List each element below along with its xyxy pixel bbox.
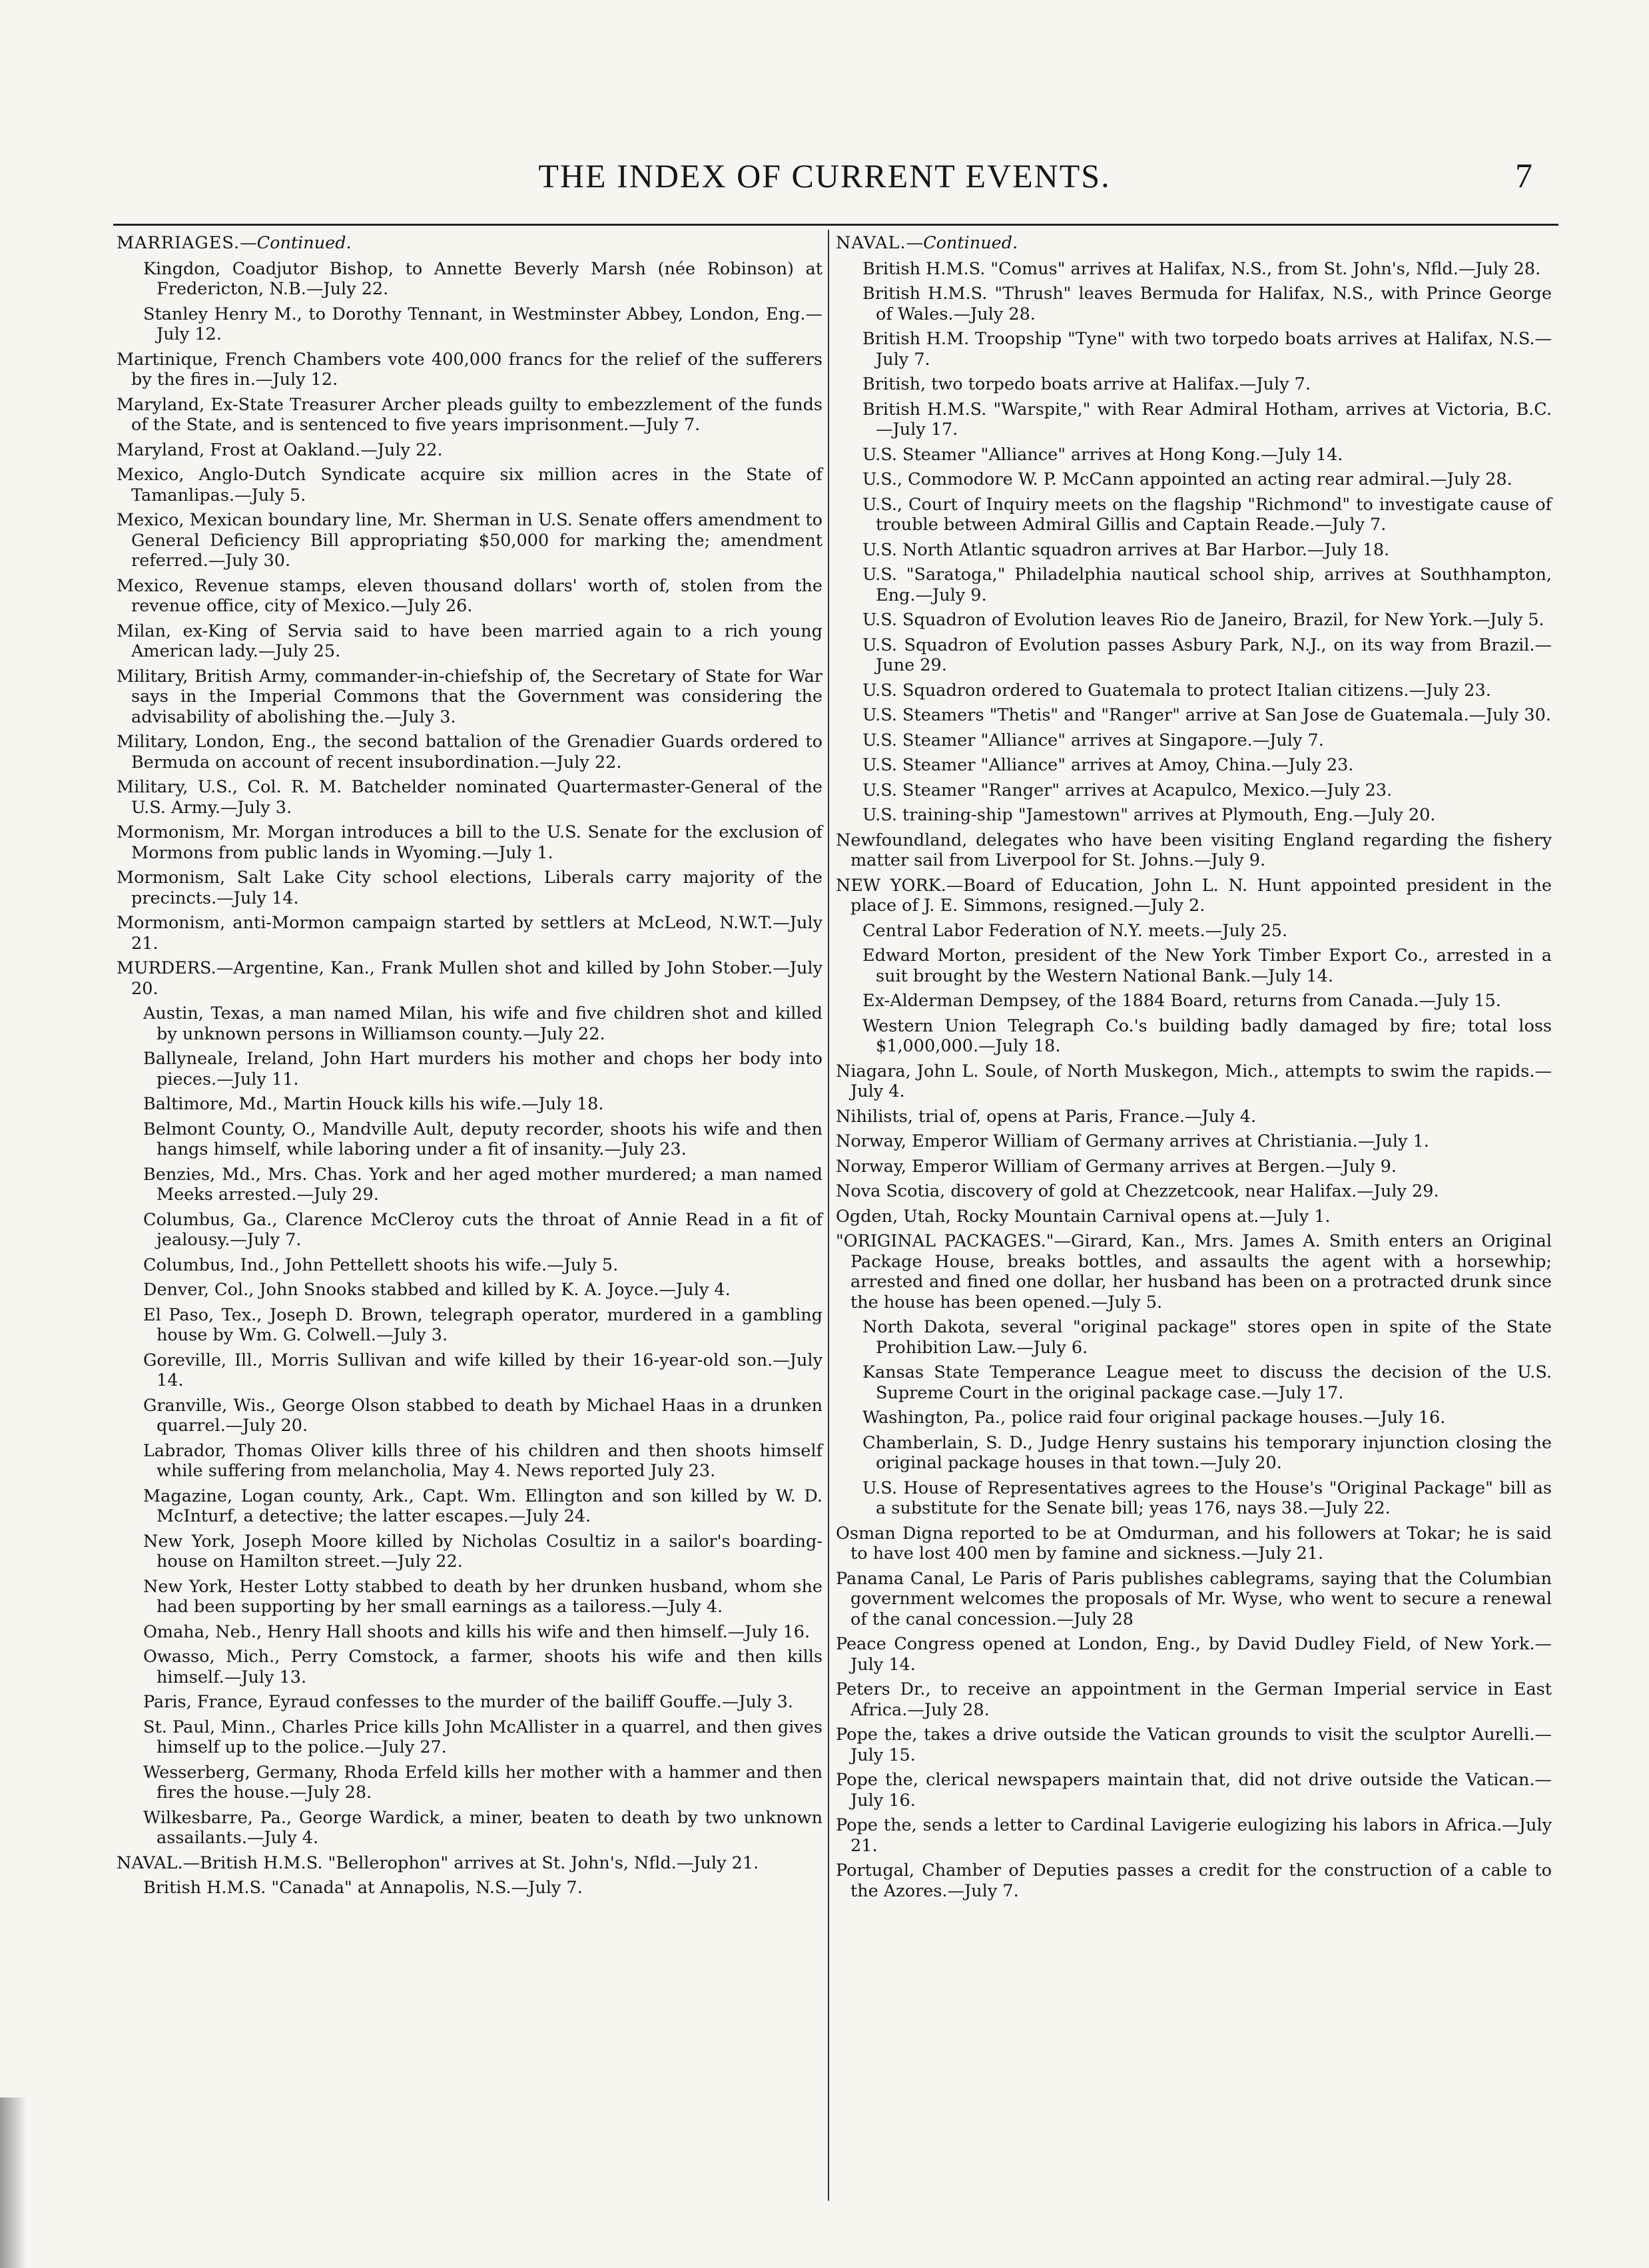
murder-entry: Ballyneale, Ireland, John Hart murders his mother and chops her body into pieces.—July 11. (143, 1049, 823, 1089)
naval-entry: U.S. North Atlantic squadron arrives at Bar Harbor.—July 18. (862, 539, 1390, 560)
naval-entry: U.S. Steamers "Thetis" and "Ranger" arrive at San Jose de Guatemala.—July 30. (862, 705, 1551, 725)
original-package-entry: Chamberlain, S. D., Judge Henry sustains his temporary injunction closing the original package houses in that town.—July 20. (862, 1432, 1552, 1473)
original-packages-list (836, 1317, 1552, 1519)
murder-entry: Denver, Col., John Snooks stabbed and killed by K. A. Joyce.—July 4. (143, 1280, 731, 1300)
naval-list-left (117, 1878, 823, 1898)
new-york-entry: Edward Morton, president of the New York Timber Export Co., arrested in a suit brought by the Western National Bank.—July 14. (862, 946, 1552, 986)
naval-entry: U.S. training-ship "Jamestown" arrives at Plymouth, Eng.—July 20. (862, 805, 1436, 825)
index-entry: Mormonism, Salt Lake City school elections, Liberals carry majority of the precincts.—July 14. (117, 868, 823, 908)
original-package-entry: Washington, Pa., police raid four original package houses.—July 16. (862, 1408, 1446, 1428)
index-entry: Pope the, takes a drive outside the Vatican grounds to visit the sculptor Aurelli.—July 15. (836, 1725, 1552, 1765)
murder-entry: Granville, Wis., George Olson stabbed to death by Michael Haas in a drunken quarrel.—July 20. (143, 1395, 823, 1436)
new-york-list (836, 921, 1552, 1057)
naval-entry: U.S. Steamer "Ranger" arrives at Acapulco, Mexico.—July 23. (862, 780, 1393, 800)
index-entry: Mormonism, Mr. Morgan introduces a bill to the U.S. Senate for the exclusion of Mormons from public lands in Wyoming.—July 1. (117, 822, 823, 863)
naval-entry: British H.M.S. "Warspite," with Rear Admiral Hotham, arrives at Victoria, B.C.—July 17. (862, 399, 1552, 439)
naval-entry: British H.M.S. "Comus" arrives at Halifax, N.S., from St. John's, Nfld.—July 28. (862, 258, 1541, 279)
index-entry: Mexico, Mexican boundary line, Mr. Sherman in U.S. Senate offers amendment to General Deficiency Bill appropriating $50,000 for marking the; amendment referred.—July 30. (117, 510, 823, 571)
original-package-entry: U.S. House of Representatives agrees to the House's "Original Package" bill as a substitute for the Senate bill; yeas 176, nays 38.—July 22. (862, 1478, 1552, 1518)
naval-entry: British H.M.S. "Canada" at Annapolis, N.S.—July 7. (143, 1878, 583, 1898)
naval-entry: U.S., Court of Inquiry meets on the flagship "Richmond" to investigate cause of trouble between Admiral Gillis and Captain Reade.—July 7. (862, 494, 1552, 535)
naval-entry: British H.M.S. "Thrush" leaves Bermuda for Halifax, N.S., with Prince George of Wales.—July 28. (862, 284, 1552, 324)
index-entry: Mormonism, anti-Mormon campaign started by settlers at McLeod, N.W.T.—July 21. (117, 913, 823, 954)
naval-entry: U.S. Squadron of Evolution leaves Rio de Janeiro, Brazil, for New York.—July 5. (862, 610, 1544, 630)
naval-continued-heading: NAVAL.—Continued. (836, 233, 1018, 253)
new-york-entry: Central Labor Federation of N.Y. meets.—July 25. (862, 920, 1288, 941)
index-entry: Osman Digna reported to be at Omdurman, and his followers at Tokar; he is said to have lost 400 men by famine and sickness.—July 21. (836, 1523, 1552, 1563)
index-entry: Niagara, John L. Soule, of North Muskegon, Mich., attempts to swim the rapids.—July 4. (836, 1061, 1552, 1101)
murder-entry: Owasso, Mich., Perry Comstock, a farmer, shoots his wife and then kills himself.—July 13. (143, 1647, 823, 1687)
murder-entry: Austin, Texas, a man named Milan, his wife and five children shot and killed by unknown persons in Williamson county.—July 22. (143, 1003, 823, 1044)
murder-entry: Labrador, Thomas Oliver kills three of his children and then shoots himself while suffering from melancholia, May 4. News reported July 23. (143, 1440, 823, 1481)
murder-entry: El Paso, Tex., Joseph D. Brown, telegraph operator, murdered in a gambling house by Wm. G. Colwell.—July 3. (143, 1304, 823, 1345)
murder-entry: Wesserberg, Germany, Rhoda Erfeld kills her mother with a hammer and then fires the house.—July 28. (143, 1762, 823, 1803)
original-packages-heading: "ORIGINAL PACKAGES."—Girard, Kan., Mrs. James A. Smith enters an Original Package House, breaks bottles, and assaults the agent with a horsewhip; arrested and fined one dollar, her husband has been on a protracted drunk since the house has been opened.—July 5. (836, 1231, 1552, 1312)
murders-list (117, 1003, 823, 1848)
marriage-entry: Stanley Henry M., to Dorothy Tennant, in Westminster Abbey, London, Eng.—July 12. (143, 304, 823, 344)
index-entry: Panama Canal, Le Paris of Paris publishes cablegrams, saying that the Columbian government welcomes the proposals of Mr. Wyse, who went to secure a renewal of the canal concession.—July 28 (836, 1568, 1552, 1629)
index-entry: Mexico, Revenue stamps, eleven thousand dollars' worth of, stolen from the revenue office, city of Mexico.—July 26. (117, 575, 823, 616)
murder-entry: Benzies, Md., Mrs. Chas. York and her aged mother murdered; a man named Meeks arrested.—July 29. (143, 1164, 823, 1205)
murder-entry: New York, Hester Lotty stabbed to death by her drunken husband, whom she had been supporting by her small earnings as a tailoress.—July 4. (143, 1576, 823, 1617)
naval-heading: NAVAL.—British H.M.S. "Bellerophon" arrives at St. John's, Nfld.—July 21. (117, 1852, 759, 1873)
index-entry: Military, U.S., Col. R. M. Batchelder nominated Quartermaster-General of the U.S. Army.—July 3. (117, 777, 823, 818)
left-column (117, 233, 823, 1903)
murder-entry: Magazine, Logan county, Ark., Capt. Wm. Ellington and son killed by W. D. McInturf, a detective; the latter escapes.—July 24. (143, 1486, 823, 1526)
naval-entry: U.S. Squadron of Evolution passes Asbury Park, N.J., on its way from Brazil.—June 29. (862, 635, 1552, 675)
murder-entry: St. Paul, Minn., Charles Price kills John McAllister in a quarrel, and then gives himself up to the police.—July 27. (143, 1717, 823, 1757)
n-entries-list (836, 1061, 1552, 1227)
index-entry: Ogden, Utah, Rocky Mountain Carnival opens at.—July 1. (836, 1206, 1331, 1227)
new-york-entry: Western Union Telegraph Co.'s building badly damaged by fire; total loss $1,000,000.—July 18. (862, 1015, 1552, 1056)
naval-entry: U.S. Steamer "Alliance" arrives at Amoy, China.—July 23. (862, 755, 1354, 775)
murder-entry: Baltimore, Md., Martin Houck kills his wife.—July 18. (143, 1094, 604, 1114)
naval-list-right (836, 259, 1552, 826)
index-entry: Military, British Army, commander-in-chiefship of, the Secretary of State for War says in the Imperial Commons that the Government was considering the advisability of abolishing the.—July 3. (117, 666, 823, 727)
index-entry: Portugal, Chamber of Deputies passes a credit for the construction of a cable to the Azores.—July 7. (836, 1860, 1552, 1901)
index-entry: Norway, Emperor William of Germany arrives at Bergen.—July 9. (836, 1156, 1397, 1177)
murder-entry: Paris, France, Eyraud confesses to the murder of the bailiff Gouffe.—July 3. (143, 1692, 793, 1712)
index-entry: Maryland, Frost at Oakland.—July 22. (117, 439, 443, 460)
murder-entry: Omaha, Neb., Henry Hall shoots and kills his wife and then himself.—July 16. (143, 1621, 811, 1642)
naval-entry: British H.M. Troopship "Tyne" with two torpedo boats arrives at Halifax, N.S.—July 7. (862, 329, 1552, 370)
murder-entry: New York, Joseph Moore killed by Nicholas Cosultiz in a sailor's boarding-house on Hamilton street.—July 22. (143, 1531, 823, 1571)
page-edge-shadow (0, 2098, 27, 2268)
right-column (836, 233, 1552, 1906)
index-entry: Pope the, sends a letter to Cardinal Lavigerie eulogizing his labors in Africa.—July 21. (836, 1815, 1552, 1856)
index-entry: Norway, Emperor William of Germany arrives at Christiania.—July 1. (836, 1131, 1429, 1151)
original-package-entry: Kansas State Temperance League meet to discuss the decision of the U.S. Supreme Court in the original package case.—July 17. (862, 1362, 1552, 1403)
header-rule (113, 224, 1558, 226)
murders-heading: MURDERS.—Argentine, Kan., Frank Mullen shot and killed by John Stober.—July 20. (117, 958, 823, 999)
naval-entry: British, two torpedo boats arrive at Halifax.—July 7. (862, 374, 1311, 394)
murder-entry: Goreville, Ill., Morris Sullivan and wife killed by their 16-year-old son.—July 14. (143, 1350, 823, 1390)
original-package-entry: North Dakota, several "original package" stores open in spite of the State Prohibition Law.—July 6. (862, 1317, 1552, 1358)
page-number: 7 (1515, 157, 1532, 195)
index-entry: Maryland, Ex-State Treasurer Archer pleads guilty to embezzlement of the funds of the State, and is sentenced to five years imprisonment.—July 7. (117, 394, 823, 435)
naval-entry: U.S., Commodore W. P. McCann appointed an acting rear admiral.—July 28. (862, 469, 1512, 489)
index-entry: Military, London, Eng., the second battalion of the Grenadier Guards ordered to Bermuda on account of recent insubordination.—July 22. (117, 732, 823, 772)
naval-entry: U.S. "Saratoga," Philadelphia nautical school ship, arrives at Southhampton, Eng.—July 9. (862, 565, 1552, 605)
murder-entry: Columbus, Ga., Clarence McCleroy cuts the throat of Annie Read in a fit of jealousy.—July 7. (143, 1209, 823, 1250)
naval-entry: U.S. Squadron ordered to Guatemala to protect Italian citizens.—July 23. (862, 680, 1491, 701)
new-york-heading: NEW YORK.—Board of Education, John L. N. Hunt appointed president in the place of J. E. Simmons, resigned.—July 2. (836, 875, 1552, 916)
m-entries-list (117, 350, 823, 954)
page-title: THE INDEX OF CURRENT EVENTS. (538, 157, 1111, 194)
murder-entry: Columbus, Ind., John Pettellett shoots his wife.—July 5. (143, 1255, 619, 1275)
newfoundland-entry: Newfoundland, delegates who have been visiting England regarding the fishery matter sail from Liverpool for St. Johns.—July 9. (836, 830, 1552, 870)
column-divider (828, 230, 829, 2201)
index-entry: Nihilists, trial of, opens at Paris, France.—July 4. (836, 1106, 1257, 1127)
index-entry: Pope the, clerical newspapers maintain that, did not drive outside the Vatican.—July 16. (836, 1770, 1552, 1811)
marriages-heading: MARRIAGES.—Continued. (117, 233, 352, 253)
index-entry: Martinique, French Chambers vote 400,000 francs for the relief of the sufferers by the fires in.—July 12. (117, 349, 823, 390)
index-entry: Peace Congress opened at London, Eng., by David Dudley Field, of New York.—July 14. (836, 1634, 1552, 1675)
murder-entry: Wilkesbarre, Pa., George Wardick, a miner, beaten to death by two unknown assailants.—July 4. (143, 1807, 823, 1848)
marriages-list (117, 259, 823, 345)
index-entry: Nova Scotia, discovery of gold at Chezzetcook, near Halifax.—July 29. (836, 1181, 1439, 1201)
index-entry: Milan, ex-King of Servia said to have been married again to a rich young American lady.—July 25. (117, 621, 823, 661)
new-york-entry: Ex-Alderman Dempsey, of the 1884 Board, returns from Canada.—July 15. (862, 991, 1501, 1011)
page-header (0, 156, 1649, 203)
naval-entry: U.S. Steamer "Alliance" arrives at Singapore.—July 7. (862, 730, 1324, 750)
index-entry: Mexico, Anglo-Dutch Syndicate acquire six million acres in the State of Tamanlipas.—July 5. (117, 465, 823, 505)
index-entry: Peters Dr., to receive an appointment in the German Imperial service in East Africa.—July 28. (836, 1679, 1552, 1720)
op-entries-list (836, 1524, 1552, 1902)
marriage-entry: Kingdon, Coadjutor Bishop, to Annette Beverly Marsh (née Robinson) at Fredericton, N.B.—July 22. (143, 258, 823, 299)
naval-entry: U.S. Steamer "Alliance" arrives at Hong Kong.—July 14. (862, 444, 1343, 465)
murder-entry: Belmont County, O., Mandville Ault, deputy recorder, shoots his wife and then hangs himself, while laboring under a fit of insanity.—July 23. (143, 1119, 823, 1159)
